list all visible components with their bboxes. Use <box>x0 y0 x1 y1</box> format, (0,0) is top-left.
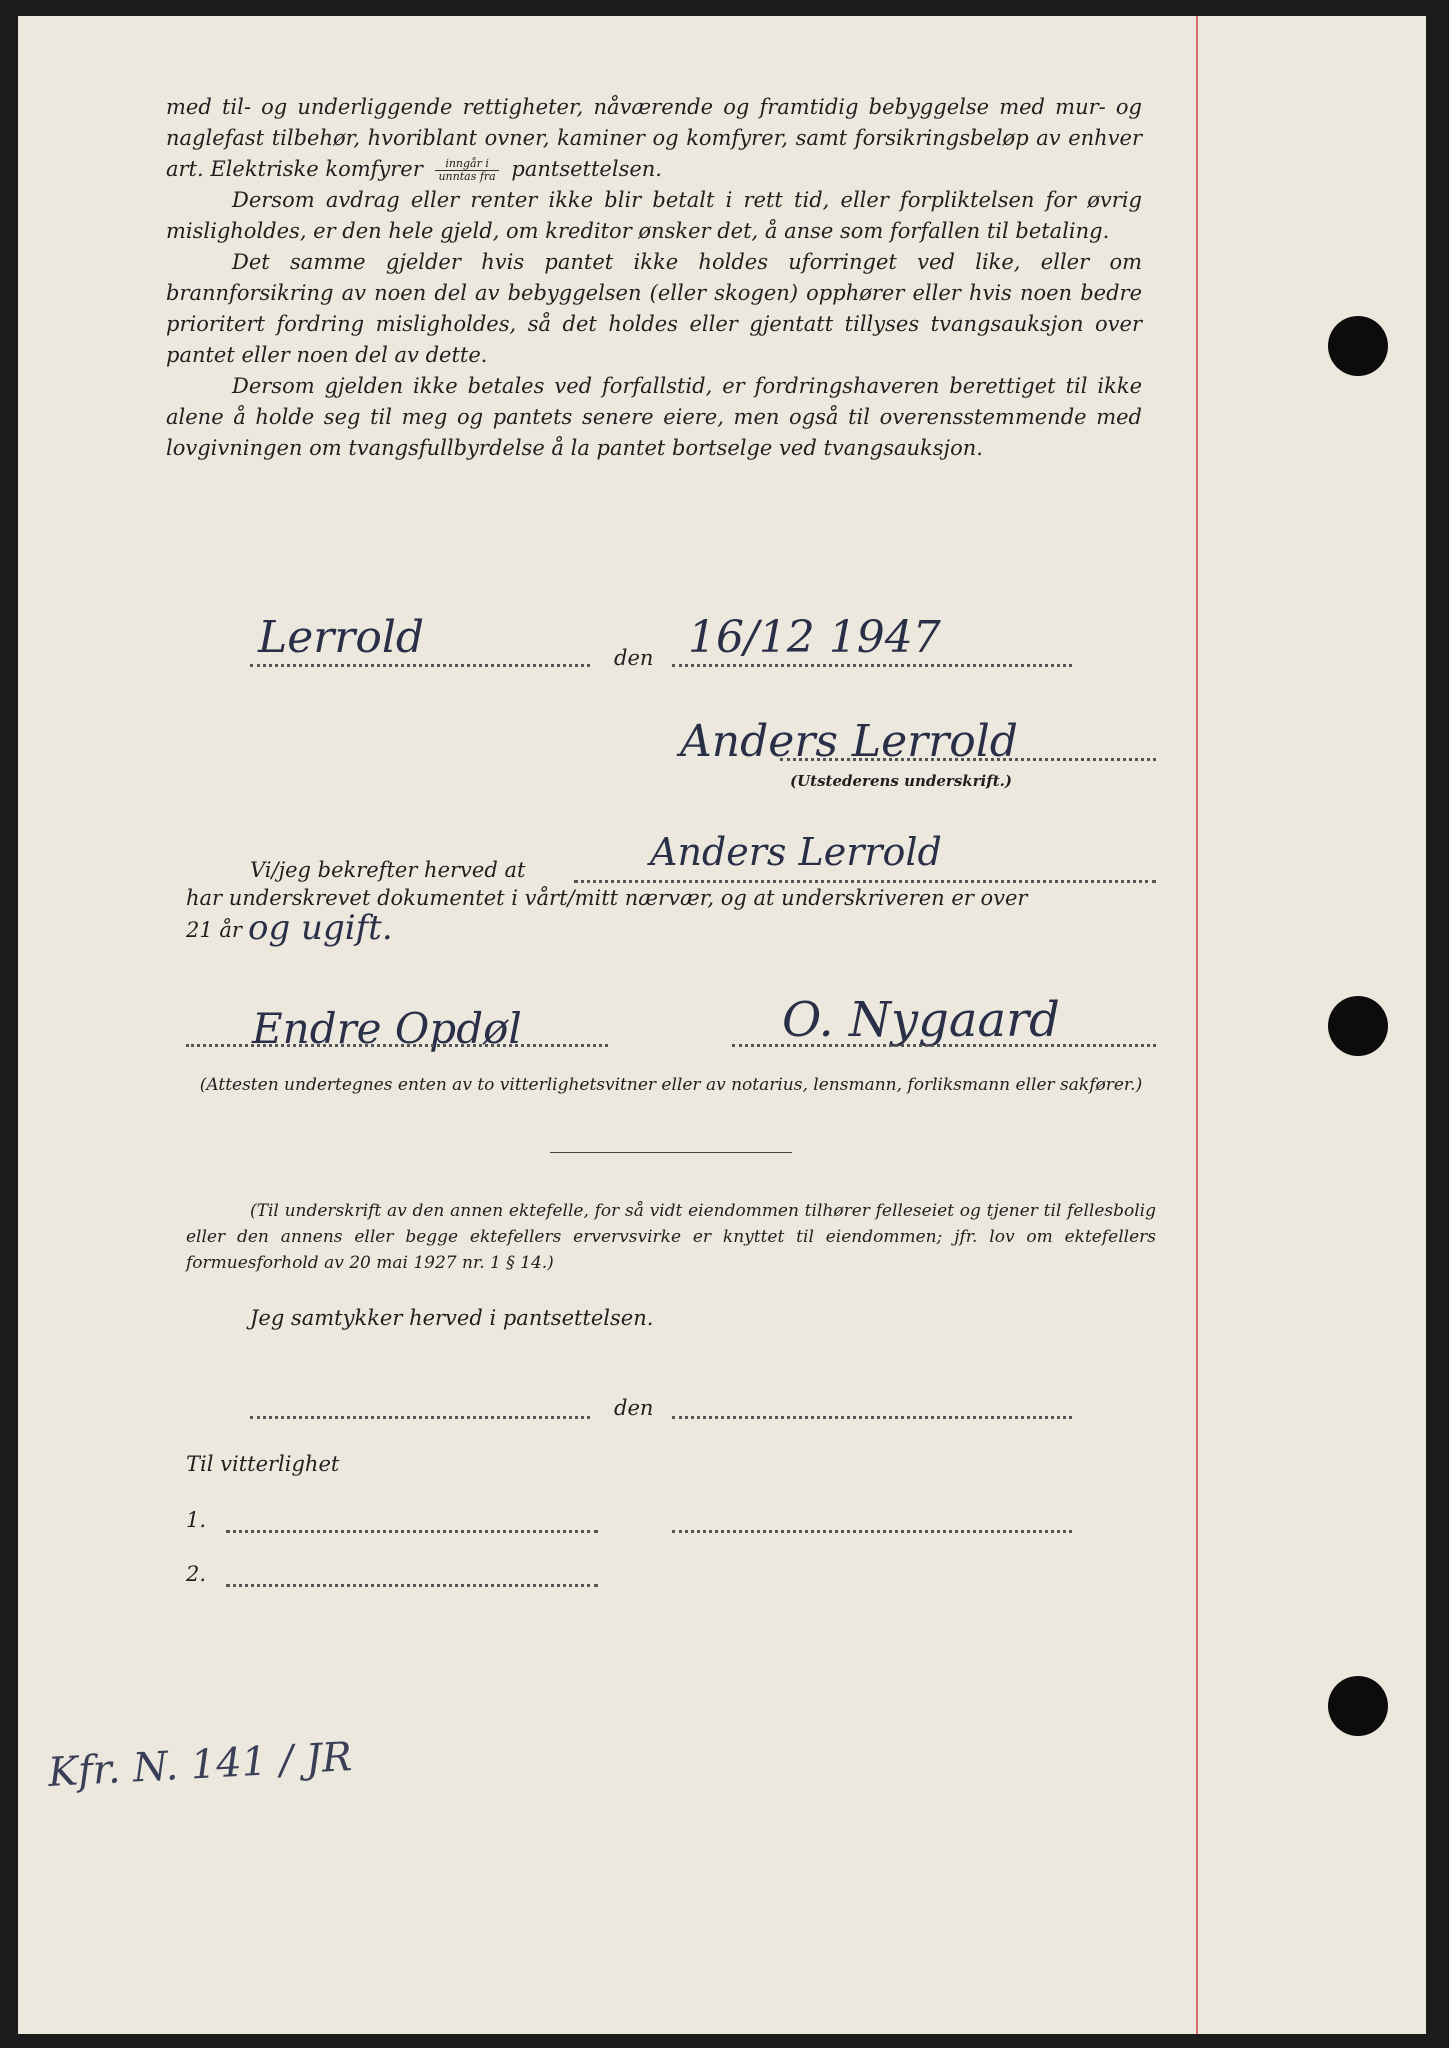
attest-line2: har underskrevet dokumentet i vårt/mitt nærvær, og at underskriveren er over <box>186 886 1028 910</box>
mortgage-terms <box>166 92 1142 464</box>
witness-2-signature: O. Nygaard <box>782 992 1060 1048</box>
punch-hole <box>1328 996 1388 1056</box>
red-margin-line <box>1196 16 1198 2034</box>
attest-note: (Attesten undertegnes enten av to vitterlighetsvitner eller av notarius, lensmann, forliksmann eller sakfører.) <box>199 1075 1143 1095</box>
punch-hole <box>1328 1676 1388 1736</box>
paragraph-4: Dersom gjelden ikke betales ved forfallstid, er fordringshaveren berettiget til ikke alene å holde seg til meg og pantets senere eiere, men også til overensstemmende med lovgivningen om tvangsfullbyrdelse å la pantet bortselge ved tvangsauksjon. <box>166 374 1142 460</box>
date-dotted-line <box>672 664 1072 667</box>
attest-name-handwritten: Anders Lerrold <box>650 830 942 874</box>
consent-text: Jeg samtykker herved i pantsettelsen. <box>250 1306 654 1330</box>
consent-den-label: den <box>614 1396 654 1420</box>
issuer-signature: Anders Lerrold <box>680 716 1018 767</box>
option-fraction: $\frac{\text{inngår i}}{\text{unntas fra}}$ <box>435 158 498 183</box>
paragraph-3: Det samme gjelder hvis pantet ikke holdes uforringet ved like, eller om brannforsikring av noen del av bebyggelsen (eller skogen) opphører eller hvis noen bedre prioritert fordring misligholdes, så det holdes eller gjentatt tillyses tvangsauksjon over pantet eller noen del av dette. <box>166 250 1142 367</box>
handwritten-place: Lerrold <box>258 612 425 663</box>
witness-num-2: 2. <box>186 1562 207 1586</box>
attest-label: Vi/jeg bekrefter herved at <box>250 858 526 882</box>
witness-heading: Til vitterlighet <box>186 1452 340 1476</box>
den-label: den <box>614 646 654 670</box>
attest-name-dotted-line <box>574 880 1156 883</box>
witness-1-dotted-line <box>186 1044 608 1047</box>
witness-line-2a <box>226 1584 598 1587</box>
witness-line-1a <box>226 1530 598 1533</box>
margin-reference-note: Kfr. N. 141 / JR <box>47 1734 354 1796</box>
place-dotted-line <box>250 664 590 667</box>
handwritten-date: 16/12 1947 <box>688 612 941 663</box>
witness-num-1: 1. <box>186 1508 207 1532</box>
issuer-caption: (Utstederens underskrift.) <box>790 772 1012 790</box>
issuer-dotted-line <box>780 758 1156 761</box>
attest-age-handwritten: og ugift. <box>248 908 393 948</box>
consent-date-dotted-line <box>672 1416 1072 1419</box>
punch-hole <box>1328 316 1388 376</box>
witness-line-1b <box>672 1530 1072 1533</box>
paragraph-2: Dersom avdrag eller renter ikke blir betalt i rett tid, eller forpliktelsen for øvrig misligholdes, er den hele gjeld, om kreditor ønsker det, å anse som forfallen til betaling. <box>166 188 1142 243</box>
paragraph-1: med til- og underliggende rettigheter, nåværende og framtidig bebyggelse med mur- og naglefast tilbehør, hvoriblant ovner, kaminer og komfyrer, samt forsikringsbeløp av enhver art. Elektriske komfyrer $\frac{\text{inngår i}}{\text{unntas fra}}$ pantsettelsen. <box>166 95 1142 183</box>
witness-2-dotted-line <box>732 1044 1156 1047</box>
consent-place-dotted-line <box>250 1416 590 1419</box>
spouse-note: (Til underskrift av den annen ektefelle, for så vidt eiendommen tilhører felleseiet og tjener til fellesbolig eller den annens eller begge ektefellers ervervsvirke er knyttet til eiendommen; jfr. lov om ektefellers formuesforhold av 20 mai 1927 nr. 1 § 14.) <box>186 1201 1156 1273</box>
attest-age-label: 21 år <box>186 918 242 942</box>
witness-1-signature: Endre Opdøl <box>252 1004 522 1053</box>
section-divider <box>550 1152 792 1153</box>
